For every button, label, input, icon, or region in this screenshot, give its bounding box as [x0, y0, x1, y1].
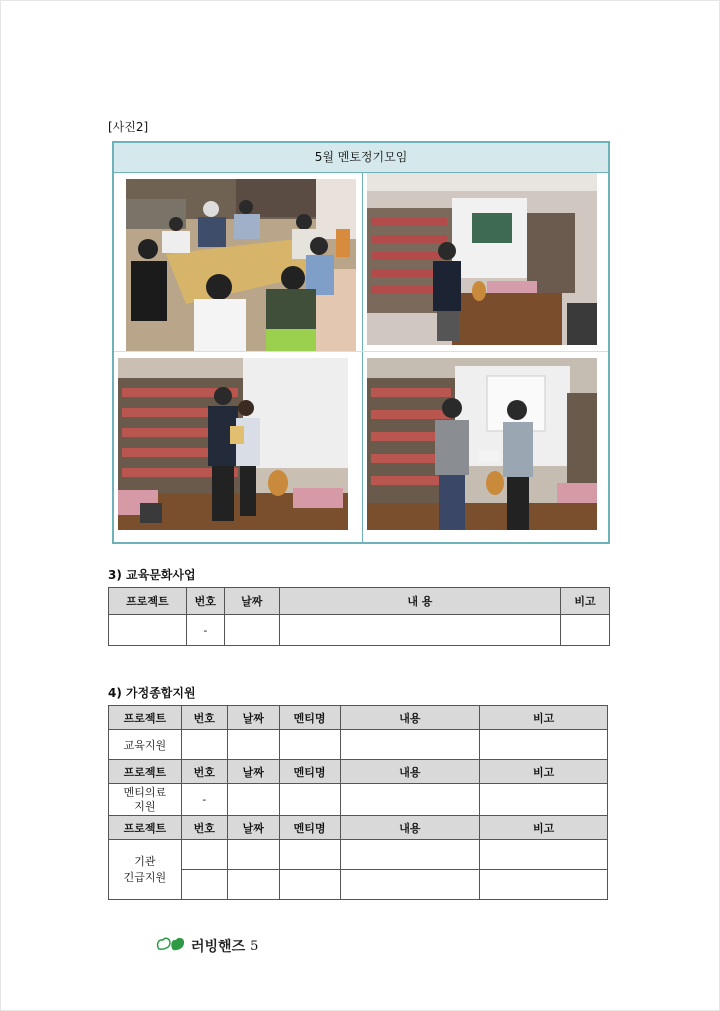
- header-content: 내용: [340, 816, 480, 840]
- cell-content: [340, 784, 480, 816]
- header-content: 내 용: [279, 588, 560, 615]
- cell-content: [340, 870, 480, 900]
- header-number: 번호: [181, 760, 227, 784]
- table-header-row: [109, 588, 610, 615]
- photo-panel: [112, 141, 610, 544]
- cell-content: [340, 730, 480, 760]
- family-support-table: [108, 705, 608, 900]
- header-remarks: 비고: [480, 760, 608, 784]
- header-date: 날짜: [224, 588, 279, 615]
- cell-project-emergency-support: [109, 840, 182, 900]
- photo-panel-title: 5월 멘토정기모임: [114, 143, 608, 173]
- table-row: [109, 615, 610, 646]
- loving-hands-logo-icon: [156, 935, 188, 957]
- cell-mentee-name: [279, 870, 340, 900]
- cell-label-line2: 지원: [134, 799, 156, 813]
- table-row: [109, 784, 608, 816]
- header-date: 날짜: [227, 816, 279, 840]
- cell-content: [279, 615, 560, 646]
- section-title-family-support: 4) 가정종합지원: [108, 686, 196, 700]
- cell-date: [227, 870, 279, 900]
- cell-date: [227, 784, 279, 816]
- photo-caption: [사진2]: [108, 120, 149, 134]
- cell-remarks: [561, 615, 610, 646]
- photo-divider-vertical: [362, 173, 363, 542]
- photo-meeting-table: [126, 179, 356, 351]
- header-content: 내용: [340, 760, 480, 784]
- cell-date: [224, 615, 279, 646]
- cell-label-line1: 멘티의료: [123, 785, 167, 799]
- header-project: 프로젝트: [109, 816, 182, 840]
- photo-divider-horizontal: [114, 351, 608, 352]
- header-remarks: 비고: [480, 706, 608, 730]
- cell-content: [340, 840, 480, 870]
- header-number: 번호: [181, 816, 227, 840]
- table-row: [109, 870, 608, 900]
- photo-handshake: [367, 358, 597, 530]
- table-row: [109, 730, 608, 760]
- footer-logo-text: 러빙핸즈: [191, 939, 246, 955]
- cell-mentee-name: [279, 730, 340, 760]
- education-culture-table: [108, 587, 610, 646]
- photo-presenter: [367, 173, 597, 345]
- cell-mentee-name: [279, 784, 340, 816]
- photo-certificate-award: [118, 358, 348, 530]
- section-title-education: 3) 교육문화사업: [108, 568, 196, 582]
- cell-number: -: [186, 615, 224, 646]
- header-content: 내용: [340, 706, 480, 730]
- cell-remarks: [480, 870, 608, 900]
- cell-date: [227, 840, 279, 870]
- footer: [156, 935, 258, 957]
- header-number: 번호: [181, 706, 227, 730]
- header-project: 프로젝트: [109, 706, 182, 730]
- cell-number: [181, 730, 227, 760]
- cell-number: [181, 840, 227, 870]
- header-mentee-name: 멘티명: [279, 816, 340, 840]
- table-header-row: [109, 816, 608, 840]
- cell-number: -: [181, 784, 227, 816]
- cell-number: [181, 870, 227, 900]
- header-remarks: 비고: [480, 816, 608, 840]
- table-row: [109, 840, 608, 870]
- cell-remarks: [480, 840, 608, 870]
- header-project: 프로젝트: [109, 760, 182, 784]
- header-mentee-name: 멘티명: [279, 760, 340, 784]
- cell-project-medical-support: [109, 784, 182, 816]
- header-remarks: 비고: [561, 588, 610, 615]
- cell-label-line2: 긴급지원: [123, 870, 167, 884]
- header-date: 날짜: [227, 760, 279, 784]
- table-header-row: [109, 706, 608, 730]
- header-number: 번호: [186, 588, 224, 615]
- header-date: 날짜: [227, 706, 279, 730]
- table-header-row: [109, 760, 608, 784]
- page-number: 5: [250, 938, 259, 954]
- header-mentee-name: 멘티명: [279, 706, 340, 730]
- cell-remarks: [480, 730, 608, 760]
- cell-project-education-support: 교육지원: [109, 730, 182, 760]
- cell-remarks: [480, 784, 608, 816]
- cell-label-line1: 기관: [134, 854, 156, 868]
- cell-mentee-name: [279, 840, 340, 870]
- header-project: 프로젝트: [109, 588, 187, 615]
- cell-project: [109, 615, 187, 646]
- cell-date: [227, 730, 279, 760]
